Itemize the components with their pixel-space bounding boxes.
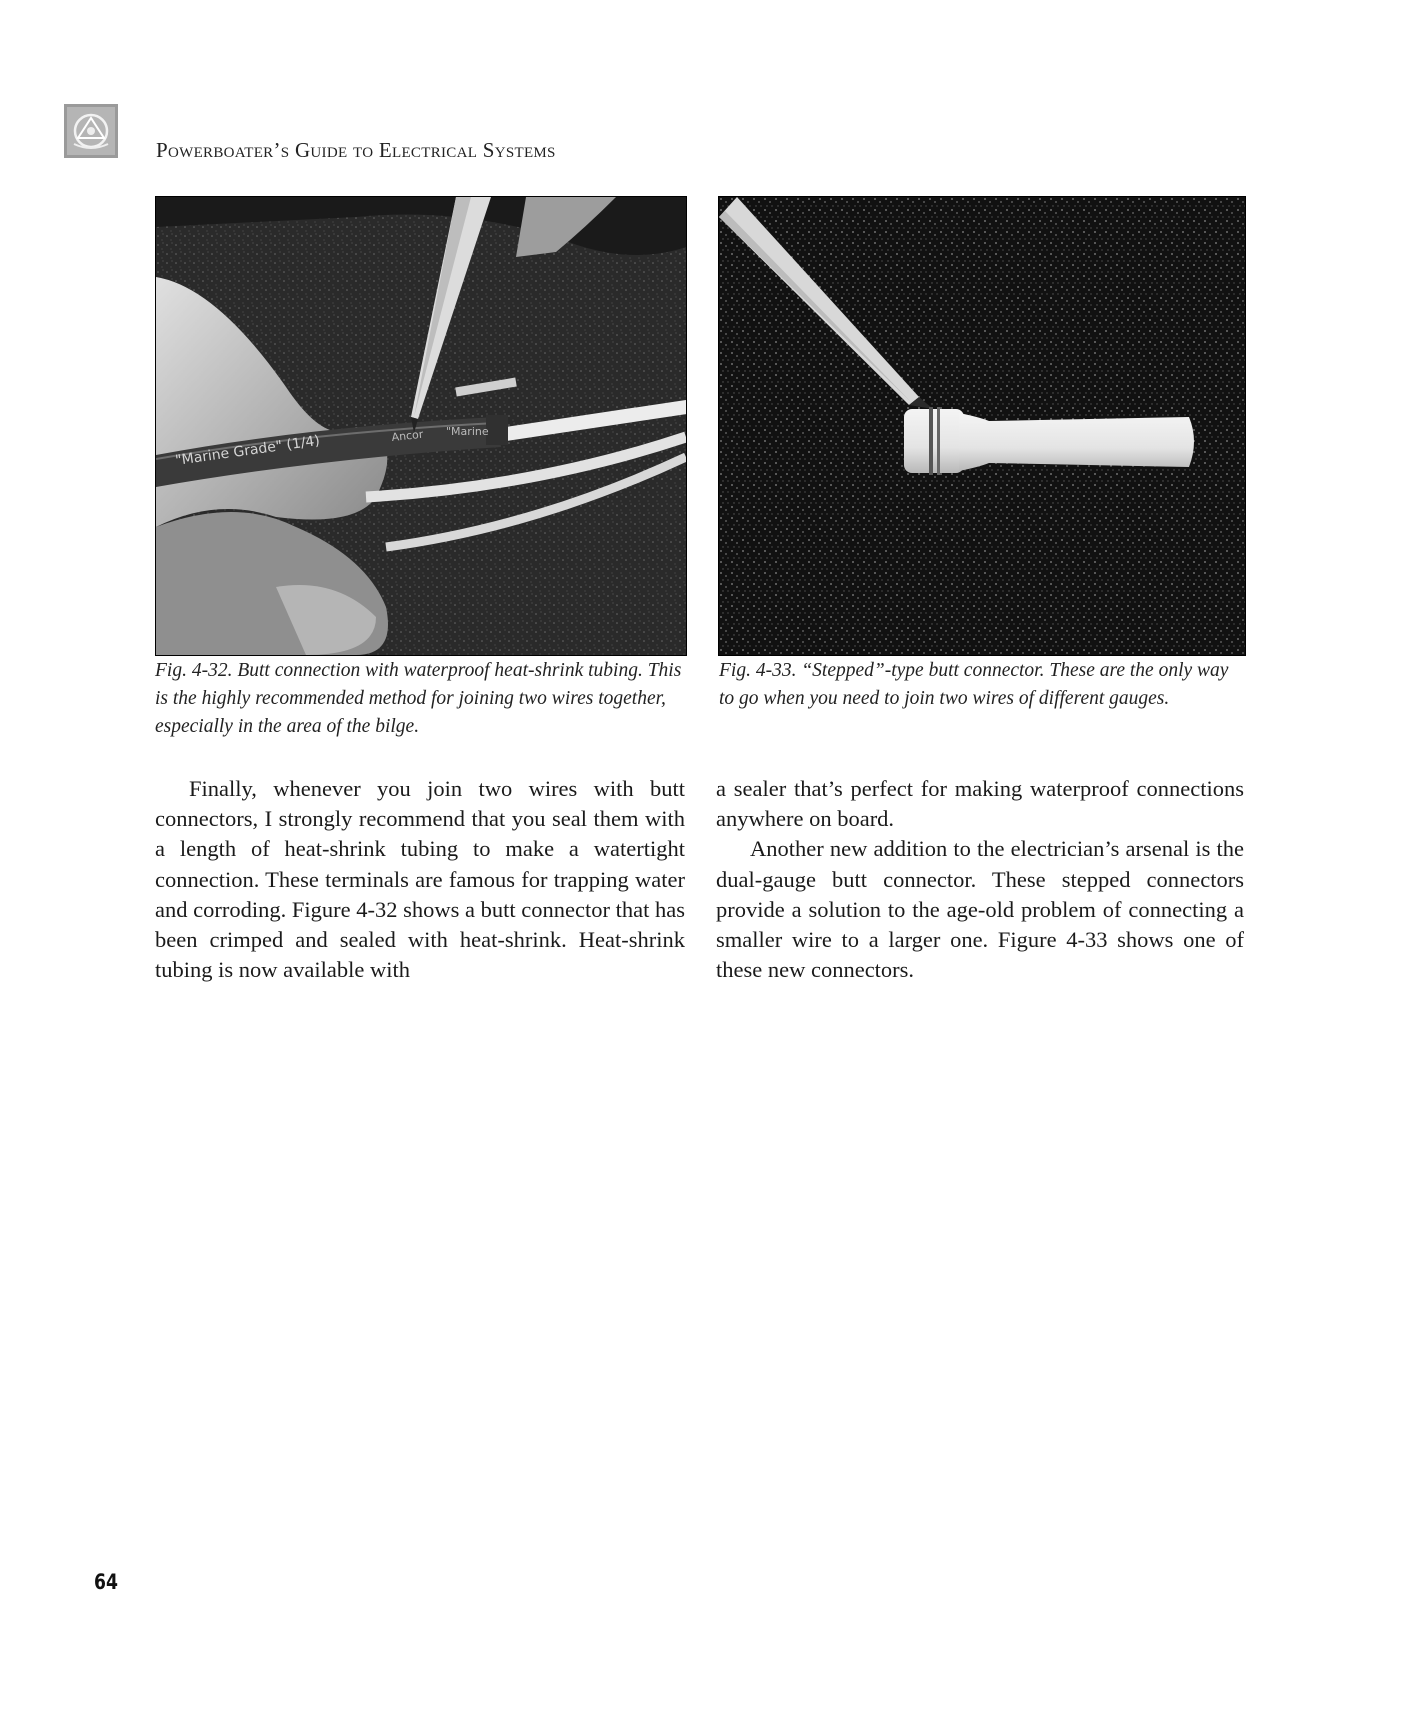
figure-4-33-photo (718, 196, 1246, 656)
body-column-left (155, 774, 685, 985)
body-paragraph: Finally, whenever you join two wires with butt connectors, I strongly recommend that you seal them with a length of heat-shrink tubing to make a watertight connection. These terminals are famous for trapping water and corroding. Figure 4-32 shows a butt connector that has been crimped and sealed with heat-shrink. Heat-shrink tubing is now available with (155, 776, 685, 983)
figure-4-32-caption: Fig. 4-32. Butt connection with waterproof heat-shrink tubing. This is the highly recommended method for joining two wires together, especially in the area of the bilge. (155, 660, 682, 737)
running-head: Powerboater’s Guide to Electrical Systems (156, 138, 556, 162)
book-series-logo-icon (64, 104, 118, 158)
figure-4-33-caption: Fig. 4-33. “Stepped”-type butt connector. These are the only way to go when you need to join two wires of different gauges. (719, 660, 1229, 709)
figure-4-32-photo (155, 196, 687, 656)
body-paragraph: Another new addition to the electrician’s arsenal is the dual-gauge butt connector. These stepped connectors provide a solution to the age-old problem of connecting a smaller wire to a larger one. Figure 4-33 shows one of these new connectors. (716, 836, 1244, 983)
page-number: 64 (94, 1570, 118, 1594)
body-paragraph-continued: a sealer that’s perfect for making waterproof connections anywhere on board. (716, 776, 1244, 832)
brand-label-text-2: "Marine (446, 425, 489, 438)
tube-label-text: "Marine Grade" (1/4) (174, 432, 321, 469)
brand-label-text: Ancor (390, 427, 424, 444)
body-column-right (716, 774, 1244, 985)
